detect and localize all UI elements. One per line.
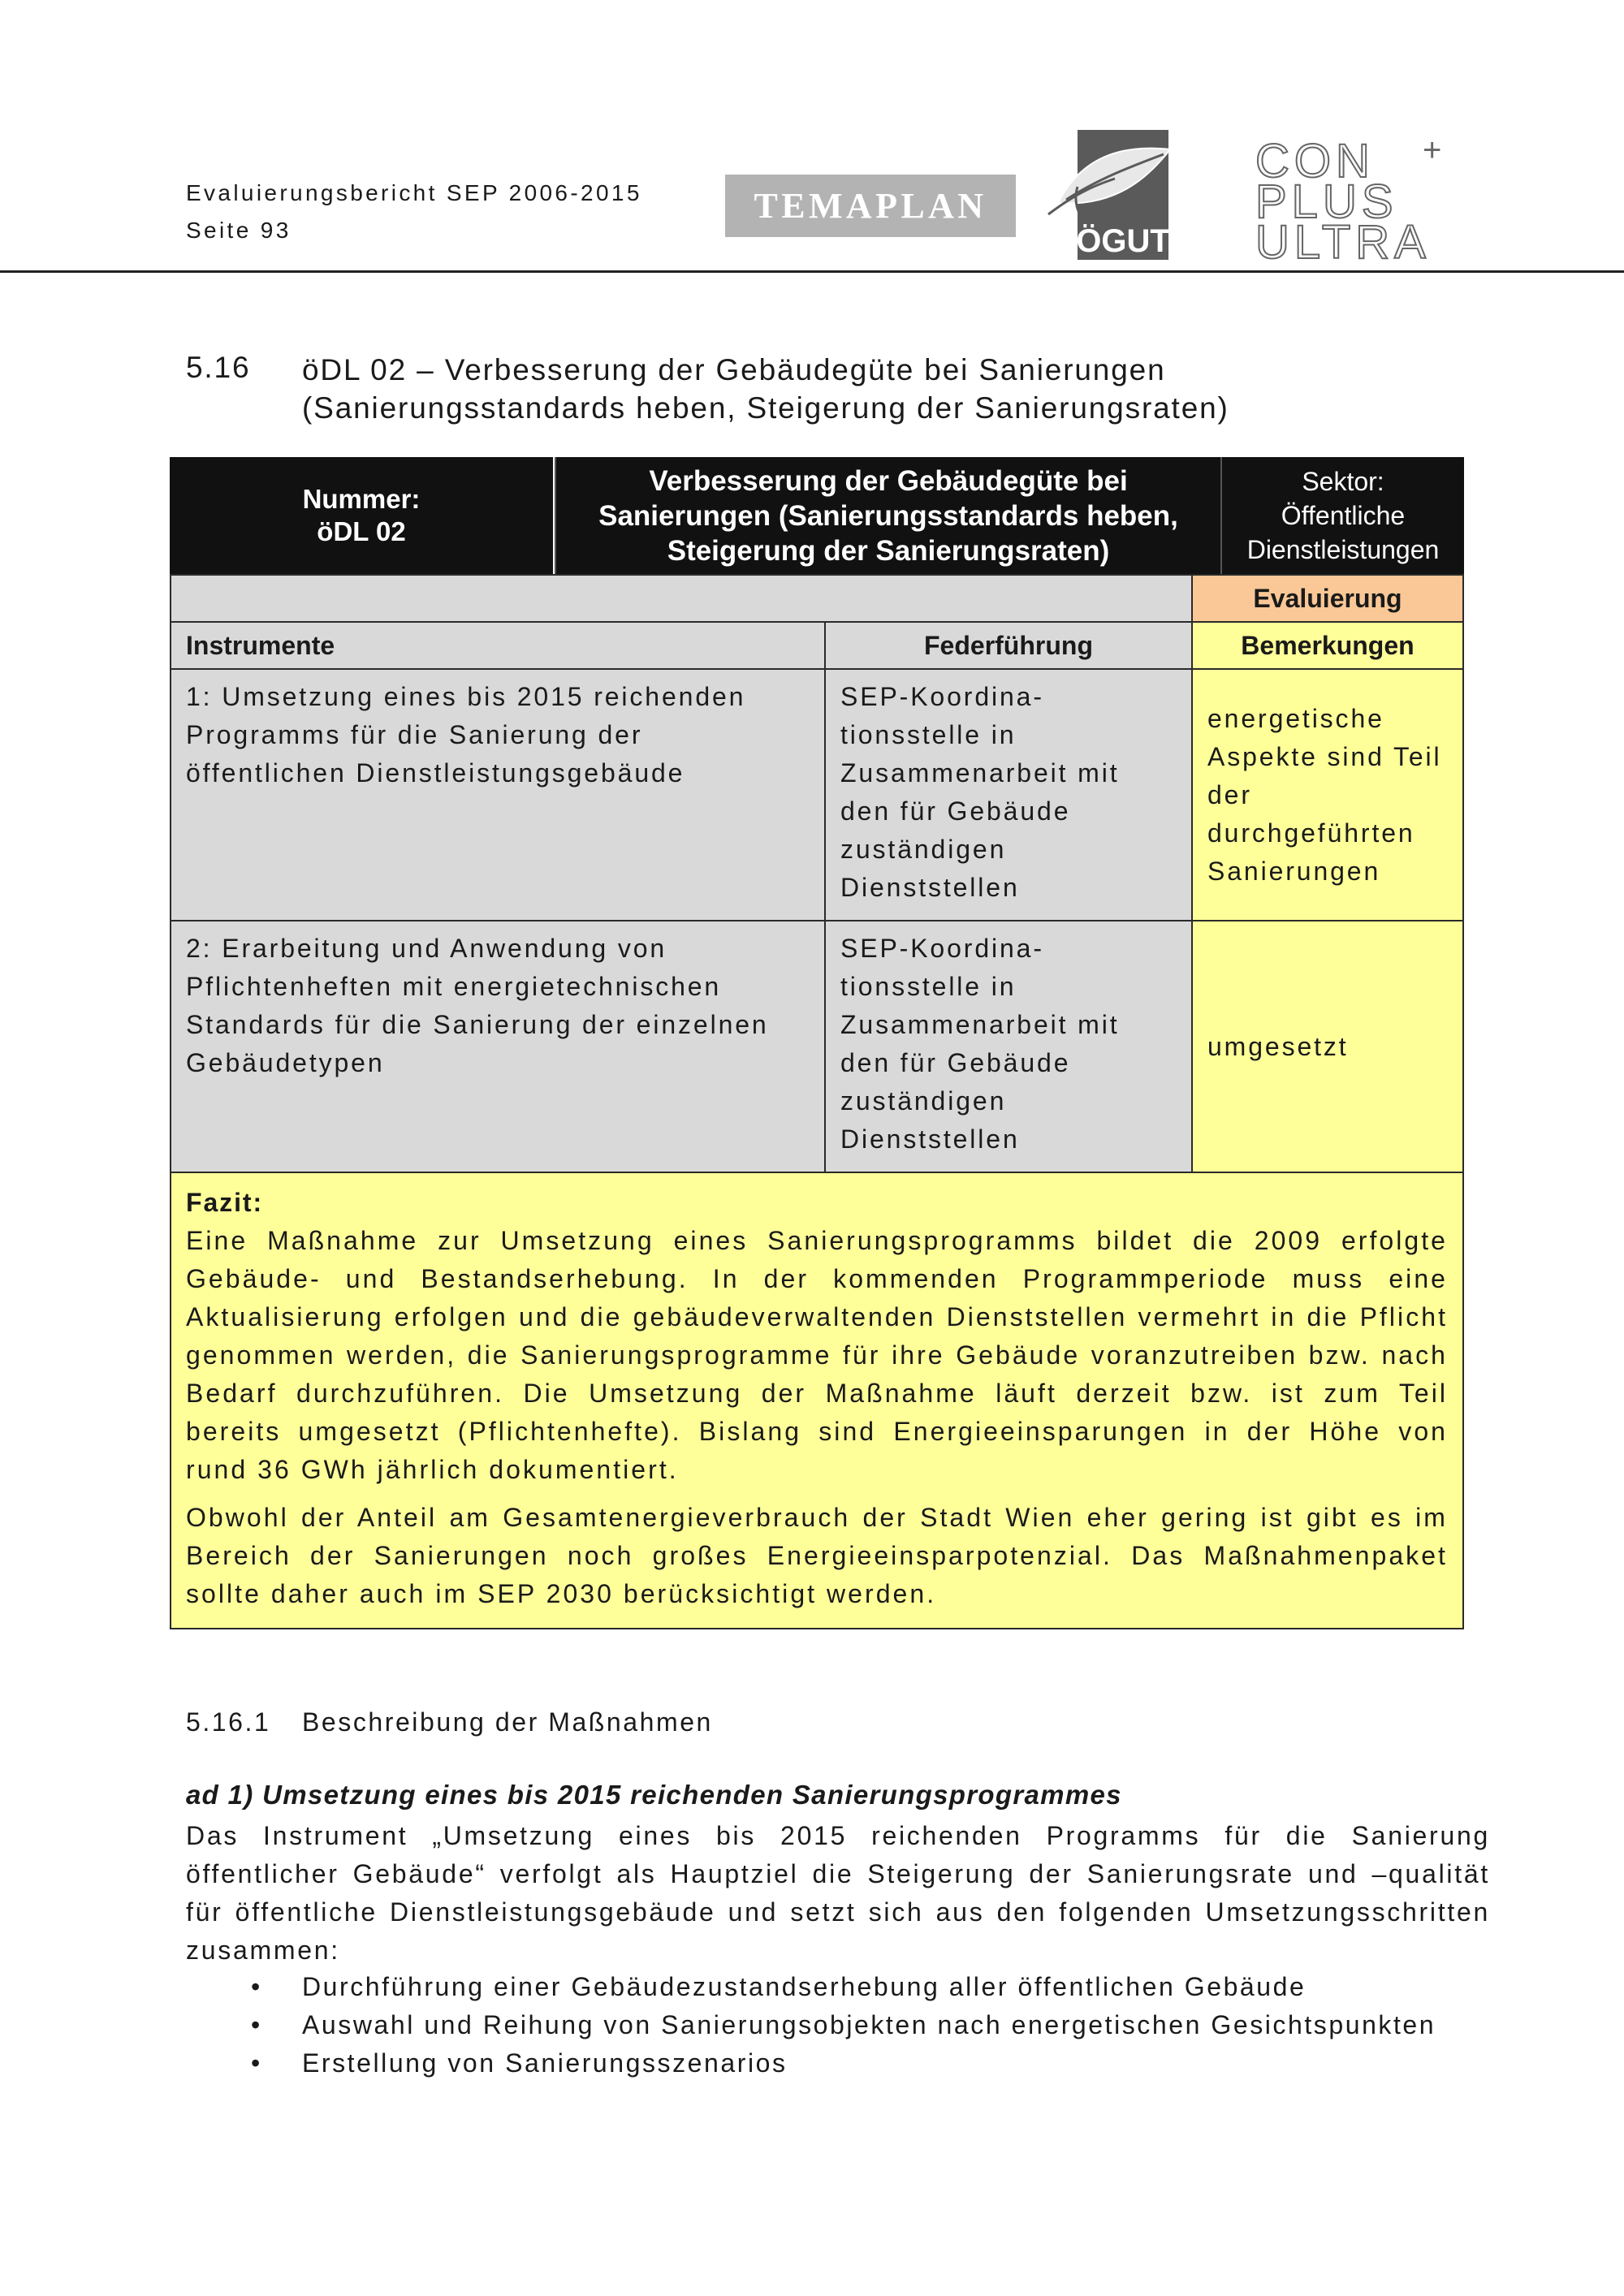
table-row-1-remark: energetische Aspekte sind Teil der durchgeführten Sanierungen — [1191, 668, 1464, 921]
table-row-1-lead: SEP-Koordina- tionsstelle in Zusammenarbeit mit den für Gebäude zuständigen Dienststellen — [824, 668, 1193, 921]
bullet-icon: • — [251, 2048, 262, 2078]
fazit-label: Fazit: — [186, 1188, 264, 1217]
report-title: Evaluierungsbericht SEP 2006-2015 — [186, 180, 642, 205]
conplusultra-logo — [1250, 136, 1453, 260]
table-row-1-instrument: 1: Umsetzung eines bis 2015 reichenden Programms für die Sanierung der öffentlichen Dienstleistungsgebäude — [170, 668, 826, 921]
conplus-line-1: CON — [1255, 136, 1375, 188]
table-row-2-instrument: 2: Erarbeitung und Anwendung von Pflichtenheften mit energietechnischen Standards für die Sanierung der einzelnen Gebäudetypen — [170, 920, 826, 1173]
bullet-icon: • — [251, 2010, 262, 2039]
body-paragraph: Das Instrument „Umsetzung eines bis 2015 reichenden Programms für die Sanierung öffentlicher Gebäude“ verfolgt als Hauptziel die Steigerung der Sanierungsrate und –qualität für öffentliche Dienstleistungsgebäude und setzt sich aus den folgenden Umsetzungsschritten zusammen: — [186, 1821, 1490, 1965]
measure-table — [170, 457, 1464, 1629]
fazit-box — [170, 1172, 1464, 1629]
table-row-2-lead: SEP-Koordina- tionsstelle in Zusammenarbeit mit den für Gebäude zuständigen Dienststellen — [824, 920, 1193, 1173]
header-rule — [0, 270, 1624, 273]
table-header-title: Verbesserung der Gebäudegüte bei Sanierungen (Sanierungsstandards heben, Steigerung der Sanierungsraten) — [555, 457, 1222, 574]
ogut-logo-text: ÖGUT — [1076, 223, 1170, 259]
conplus-plus-mark: + — [1423, 136, 1442, 168]
table-header-number: Nummer: öDL 02 — [170, 457, 553, 574]
table-spacer-row — [170, 574, 1193, 623]
subsection-title: Beschreibung der Maßnahmen — [302, 1707, 713, 1737]
subsection-number: 5.16.1 — [186, 1707, 271, 1737]
page-number: Seite 93 — [186, 218, 292, 243]
temaplan-logo: TEMAPLAN — [725, 175, 1016, 237]
conplus-line-3: ULTRA — [1255, 216, 1431, 260]
bullet-list — [186, 1968, 1526, 2082]
section-title — [302, 351, 1520, 427]
col-header-remarks: Bemerkungen — [1191, 621, 1464, 670]
list-item: • Erstellung von Sanierungsszenarios — [186, 2044, 1526, 2082]
ogut-logo — [1042, 130, 1176, 260]
list-item: • Auswahl und Reihung von Sanierungsobjekten nach energetischen Gesichtspunkten — [186, 2006, 1526, 2044]
evaluation-header: Evaluierung — [1191, 574, 1464, 623]
conplus-line-2: PLUS — [1255, 175, 1398, 228]
ad-heading: ad 1) Umsetzung eines bis 2015 reichenden Sanierungsprogrammes — [186, 1780, 1122, 1810]
section-number: 5.16 — [186, 351, 251, 384]
section-title-line-2: (Sanierungsstandards heben, Steigerung der Sanierungsraten) — [302, 391, 1229, 425]
fazit-paragraph-1: Eine Maßnahme zur Umsetzung eines Sanierungsprogramms bildet die 2009 erfolgte Gebäude- und Bestandserhebung. In der kommenden Programmperiode muss eine Aktualisierung erfolgen und die gebäudeverwaltenden Dienststellen vermehrt in die Pflicht genommen werden, die Sanierungsprogramme für ihre Gebäude voranzutreiben bzw. nach Bedarf durchzuführen. Die Umsetzung der Maßnahme läuft derzeit bzw. ist zum Teil bereits umgesetzt (Pflichtenhefte). Bislang sind Energieeinsparungen in der Höhe von rund 36 GWh jährlich dokumentiert. — [186, 1226, 1448, 1484]
section-title-line-1: öDL 02 – Verbesserung der Gebäudegüte bei Sanierungen — [302, 353, 1166, 386]
col-header-instruments: Instrumente — [170, 621, 826, 670]
table-row-2-remark: umgesetzt — [1191, 920, 1464, 1173]
fazit-paragraph-2: Obwohl der Anteil am Gesamtenergieverbrauch der Stadt Wien eher gering ist gibt es im Bereich der Sanierungen noch großes Energieeinsparpotenzial. Das Maßnahmenpaket sollte daher auch im SEP 2030 berücksichtigt werden. — [186, 1503, 1448, 1608]
table-header-sector: Sektor: Öffentliche Dienstleistungen — [1222, 457, 1464, 574]
col-header-lead: Federführung — [824, 621, 1193, 670]
list-item: • Durchführung einer Gebäudezustandserhebung aller öffentlichen Gebäude — [186, 1968, 1526, 2006]
bullet-icon: • — [251, 1972, 262, 2001]
